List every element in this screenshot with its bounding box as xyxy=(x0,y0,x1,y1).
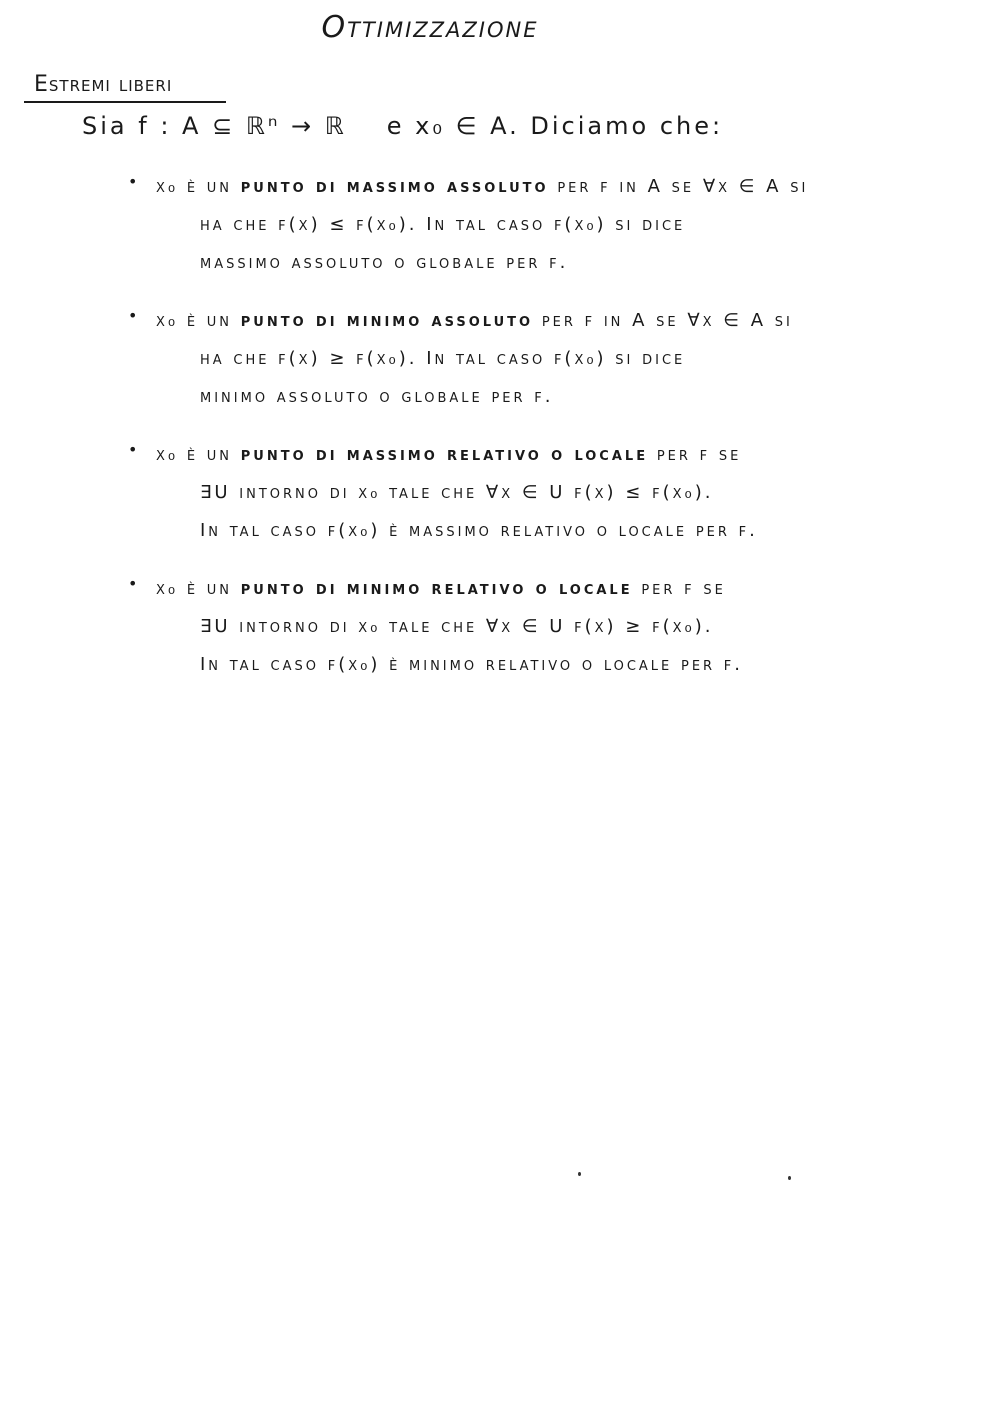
heading-underline xyxy=(24,101,226,103)
definition-line: minimo assoluto o globale per f. xyxy=(200,386,554,407)
definition-line: ∃U intorno di x₀ tale che ∀x ∈ U f(x) ≥ f(x₀). xyxy=(200,616,714,637)
definition-line xyxy=(128,302,968,340)
definition-line xyxy=(128,436,968,474)
definition-tail: per f se xyxy=(641,578,726,599)
definition-lead: x₀ è un xyxy=(156,310,233,331)
page-title: Ottimizzazione xyxy=(321,10,539,45)
intro-statement xyxy=(82,112,723,140)
definition-term: punto di minimo assoluto xyxy=(240,310,534,331)
definition-term: punto di massimo relativo o locale xyxy=(240,444,649,465)
definition-line xyxy=(128,570,968,608)
bullet-icon: • xyxy=(128,440,138,459)
bullet-icon: • xyxy=(128,172,138,191)
definition-line: ha che f(x) ≤ f(x₀). In tal caso f(x₀) si dice xyxy=(200,214,686,235)
pen-mark xyxy=(578,1172,581,1176)
definition-term: punto di massimo assoluto xyxy=(240,176,549,197)
definition-line: In tal caso f(x₀) è minimo relativo o locale per f. xyxy=(200,654,743,675)
definition-lead: x₀ è un xyxy=(156,578,233,599)
definition-tail: per f in A se ∀x ∈ A si xyxy=(557,176,809,197)
definition-line: massimo assoluto o globale per f. xyxy=(200,252,569,273)
intro-point-def: e x₀ ∈ A. Diciamo che: xyxy=(386,112,724,140)
definition-lead: x₀ è un xyxy=(156,176,233,197)
pen-mark xyxy=(788,1176,791,1180)
definition-item xyxy=(128,570,968,684)
definition-tail: per f se xyxy=(656,444,742,465)
definition-term: punto di minimo relativo o locale xyxy=(240,578,633,599)
definition-item xyxy=(128,302,968,416)
definition-line: ha che f(x) ≥ f(x₀). In tal caso f(x₀) si dice xyxy=(200,348,686,369)
definition-item xyxy=(128,436,968,550)
bullet-icon: • xyxy=(128,574,138,593)
definition-lead: x₀ è un xyxy=(156,444,233,465)
definition-item xyxy=(128,168,968,282)
bullet-icon: • xyxy=(128,306,138,325)
definition-tail: per f in A se ∀x ∈ A si xyxy=(541,310,793,331)
definition-line: In tal caso f(x₀) è massimo relativo o locale per f. xyxy=(200,520,758,541)
intro-function-def: Sia f : A ⊆ ℝⁿ → ℝ xyxy=(82,112,347,140)
definition-line xyxy=(128,168,968,206)
definition-line: ∃U intorno di x₀ tale che ∀x ∈ U f(x) ≤ f(x₀). xyxy=(200,482,714,503)
section-heading: Estremi liberi xyxy=(34,72,173,97)
